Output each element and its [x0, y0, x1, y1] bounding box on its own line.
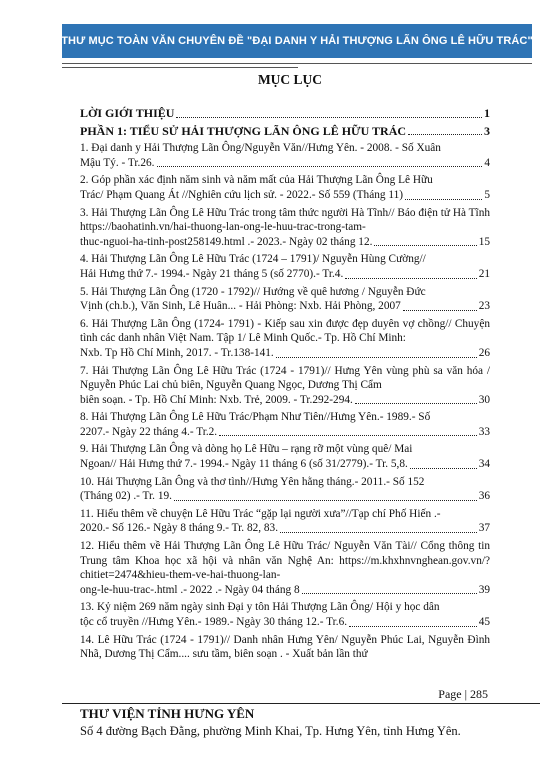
toc-entry-tail: Vịnh (ch.b.), Văn Sinh, Lê Huân... - Hải Phòng: Nxb. Hải Phòng, 2007 — [80, 300, 401, 313]
toc-entry-tail: 2207.- Ngày 22 tháng 4.- Tr.2. — [80, 425, 218, 438]
toc-entry-tail: Ngoan// Hải Hưng thứ 7.- 1994.- Ngày 11 tháng 6 (số 31/2779).- Tr. 5,8. — [80, 458, 408, 471]
leader-dots — [345, 278, 476, 279]
toc-entry-page: 39 — [478, 583, 490, 596]
footer-library-name: THƯ VIỆN TỈNH HƯNG YÊN — [80, 706, 255, 721]
toc-entry-lead: 10. Hải Thượng Lãn Ông và thơ tình//Hưng Yên hằng tháng.- 2011.- Số 152 — [80, 475, 425, 488]
page-title: MỤC LỤC — [257, 72, 323, 87]
toc-entry-page: 37 — [478, 522, 490, 535]
toc-entry[interactable] — [80, 141, 490, 170]
leader-dots — [280, 532, 477, 533]
toc-entry-lead: 4. Hải Thượng Lãn Ông Lê Hữu Trác (1724 – 1791)/ Nguyễn Hùng Cường// — [80, 253, 426, 266]
toc-entry-last-line — [80, 267, 490, 282]
toc-part1-page: 3 — [484, 123, 490, 138]
toc-entry[interactable] — [80, 442, 490, 471]
toc-entry-lead: 2. Góp phần xác định năm sinh và năm mất của Hải Thượng Lãn Ông Lê Hữu — [80, 174, 433, 187]
toc-entry-last-line — [80, 235, 490, 250]
toc-entry[interactable] — [80, 252, 490, 281]
toc-entry[interactable] — [80, 173, 490, 202]
toc-entry-last-line — [80, 457, 490, 472]
toc-entry-last-line — [80, 521, 490, 536]
toc-entry-last-line — [80, 615, 490, 630]
leader-dots — [276, 357, 477, 358]
toc-entry[interactable] — [80, 410, 490, 439]
leader-dots — [176, 117, 482, 118]
toc-part1-text: PHẦN 1: TIỂU SỬ HẢI THƯỢNG LÃN ÔNG LÊ HỮU TRÁC — [80, 123, 407, 138]
toc-entry-page: 23 — [478, 300, 490, 313]
toc-entry-page: 34 — [478, 458, 490, 471]
toc-entry-14-text: 14. Lê Hữu Trác (1724 - 1791)// Danh nhân Hưng Yên/ Nguyễn Phúc Lai, Nguyễn Đình Nhã, Dương Thị Cẩm.... sưu tầm, biên soạn . - Xuất bản lần thứ — [80, 633, 490, 661]
leader-dots — [410, 468, 477, 469]
toc-entry-last-line — [80, 583, 490, 598]
toc-entry-tail: thuc-nguoi-ha-tinh-post258149.html .- 2023.- Ngày 02 tháng 12. — [80, 235, 373, 248]
toc-entry-tail: Trác/ Phạm Quang Át //Nghiên cứu lịch sử. - 2022.- Số 559 (Tháng 11) — [80, 188, 403, 201]
toc-entry[interactable] — [80, 285, 490, 314]
toc-entry[interactable] — [80, 206, 490, 250]
toc-entry-tail: biên soạn. - Tp. Hồ Chí Minh: Nxb. Trẻ, 2009. - Tr.292-294. — [80, 393, 353, 406]
toc-entry-lead: 8. Hải Thượng Lãn Ông Lê Hữu Trác/Phạm Như Tiên//Hưng Yên.- 1989.- Số — [80, 411, 431, 424]
leader-dots — [403, 310, 477, 311]
header-banner-text: THƯ MỤC TOÀN VĂN CHUYÊN ĐỀ "ĐẠI DANH Y HẢI THƯỢNG LÃN ÔNG LÊ HỮU TRÁC" — [61, 35, 533, 47]
toc-entry-lead: 3. Hải Thượng Lãn Ông Lê Hữu Trác trong tâm thức người Hà Tĩnh// Báo điện tử Hà Tĩnh https://baohatinh.vn/hai-thuong-lan-ong-le-huu-trac-trong-tam- — [80, 206, 490, 234]
toc-entry-lead: 9. Hải Thượng Lãn Ông và dòng họ Lê Hữu – rạng rỡ một vùng quê/ Mai — [80, 443, 413, 456]
page-number: Page | 285 — [438, 687, 488, 701]
toc-intro-text: LỜI GIỚI THIỆU — [80, 106, 175, 120]
table-of-contents — [80, 106, 490, 665]
toc-entry-lead: 11. Hiểu thêm về chuyện Lê Hữu Trác “gặp lại người xưa”//Tạp chí Phố Hiến .- — [80, 507, 441, 520]
toc-entry-tail: Mậu Tý. - Tr.26. — [80, 156, 155, 169]
header-banner — [62, 24, 532, 58]
toc-intro[interactable] — [80, 106, 490, 121]
toc-entry-tail: Nxb. Tp Hồ Chí Minh, 2017. - Tr.138-141. — [80, 346, 274, 359]
toc-entry-last-line — [80, 188, 490, 203]
leader-dots — [157, 166, 483, 167]
toc-entry-tail: (Tháng 02) .- Tr. 19. — [80, 490, 172, 503]
toc-entry-tail: 2020.- Số 126.- Ngày 8 tháng 9.- Tr. 82, 83. — [80, 522, 279, 535]
toc-entry-page: 36 — [478, 490, 490, 503]
toc-entry-last-line — [80, 489, 490, 504]
toc-entry-tail: tộc cổ truyền //Hưng Yên.- 1989.- Ngày 30 tháng 12.- Tr.6. — [80, 616, 348, 628]
toc-entry-last-line — [80, 346, 490, 361]
toc-entry-lead: 13. Kỷ niệm 269 năm ngày sinh Đại y tôn Hải Thượng Lãn Ông/ Hội y học dân — [80, 601, 440, 614]
toc-entry-last-line — [80, 156, 490, 171]
leader-dots — [174, 500, 477, 501]
toc-entry-page: 21 — [478, 267, 490, 280]
leader-dots — [374, 245, 476, 246]
toc-entry[interactable] — [80, 539, 490, 597]
footer-rule — [62, 703, 540, 704]
toc-entry[interactable] — [80, 507, 490, 536]
toc-entry-page: 4 — [484, 156, 490, 169]
toc-entry[interactable] — [80, 317, 490, 361]
leader-dots — [219, 435, 477, 436]
toc-entry-lead: 5. Hải Thượng Lãn Ông (1720 - 1792)// Hướng về quê hương / Nguyễn Đức — [80, 285, 426, 298]
toc-entry-page: 45 — [478, 616, 490, 628]
toc-entry[interactable] — [80, 475, 490, 504]
toc-intro-page: 1 — [484, 106, 490, 120]
header-rule-2 — [62, 67, 298, 68]
toc-entry[interactable] — [80, 600, 490, 629]
toc-entry-last-line — [80, 299, 490, 314]
toc-entry-lead: 7. Hải Thượng Lãn Ông Lê Hữu Trác (1724 - 1791)// Hưng Yên vùng phù sa văn hóa / Nguyễn Phúc Lai chủ biên, Nguyễn Quang Ngọc, Dương Thị Cẩm — [80, 364, 490, 392]
toc-entry-tail: ong-le-huu-trac-.html .- 2022 .- Ngày 04 tháng 8 — [80, 583, 300, 596]
leader-dots — [355, 403, 477, 404]
toc-entry-lead: 6. Hải Thượng Lãn Ông (1724- 1791) - Kiếp sau xin được đẹp duyên vợ chồng// Chuyện tình các danh nhân Việt Nam. Tập 1/ Lê Minh Quốc.- Tp. Hồ Chí Minh: — [80, 317, 490, 345]
leader-dots — [405, 199, 482, 200]
toc-entry-lead: 12. Hiểu thêm về Hải Thượng Lãn Ông Lê Hữu Trác/ Nguyễn Văn Tài// Cổng thông tin Trung tâm Khoa học xã hội và nhân văn Nghệ An: https://m.khxhnvnghean.gov.vn/?chitiet=2474&hieu-them-ve-hai-thuong-lan- — [80, 540, 490, 582]
toc-entry-page: 30 — [478, 393, 490, 406]
toc-entry[interactable] — [80, 364, 490, 408]
toc-entry-tail: Hải Hưng thứ 7.- 1994.- Ngày 21 tháng 5 (số 2770).- Tr.4. — [80, 267, 344, 280]
toc-entry-page: 33 — [478, 425, 490, 438]
leader-dots — [349, 626, 477, 627]
header-rule-1 — [62, 63, 532, 64]
toc-entry-page: 15 — [478, 235, 490, 248]
toc-entry-lead: 1. Đại danh y Hải Thượng Lãn Ông/Nguyễn Văn//Hưng Yên. - 2008. - Số Xuân — [80, 142, 441, 155]
toc-entry-page: 5 — [484, 188, 490, 201]
footer-address: Số 4 đường Bạch Đằng, phường Minh Khai, Tp. Hưng Yên, tỉnh Hưng Yên. — [80, 724, 461, 738]
toc-part1[interactable] — [80, 124, 490, 139]
toc-entry-last-line — [80, 425, 490, 440]
toc-entry-14[interactable] — [80, 633, 490, 662]
leader-dots — [408, 134, 482, 135]
leader-dots — [302, 593, 477, 594]
toc-entry-page: 26 — [478, 346, 490, 359]
toc-entry-last-line — [80, 393, 490, 408]
